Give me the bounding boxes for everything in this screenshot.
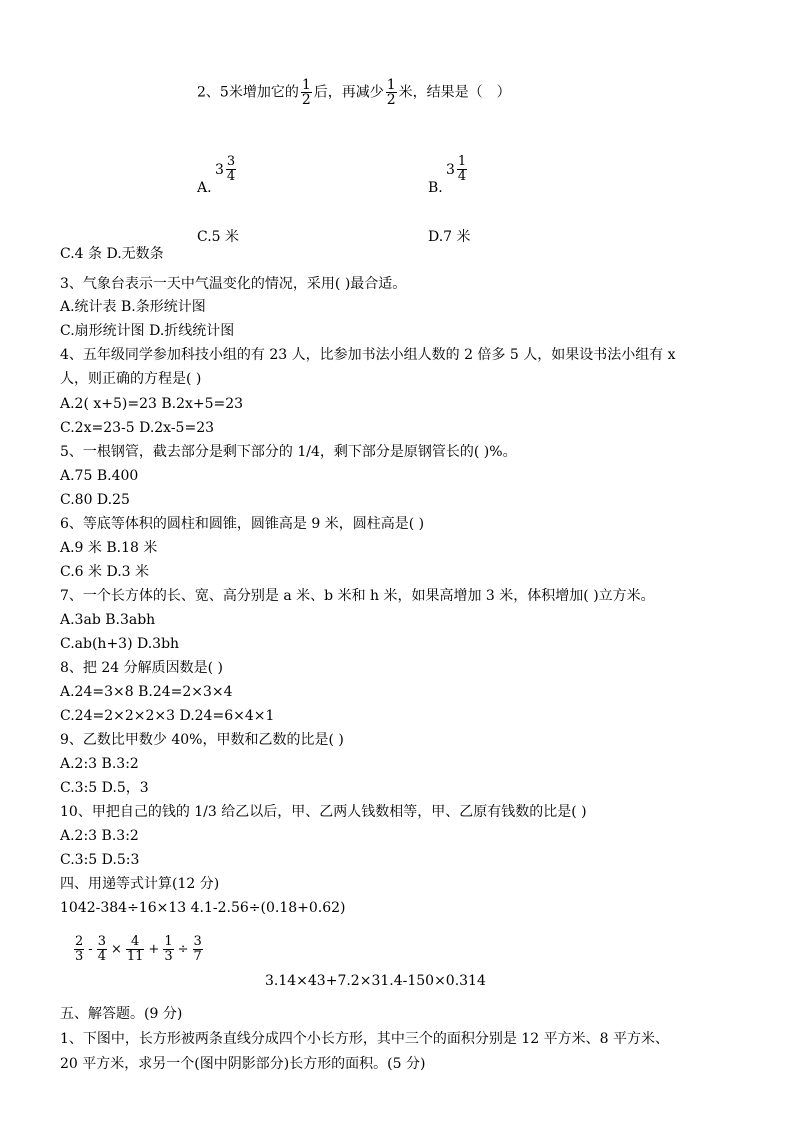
q5-question: 5、一根钢管，截去部分是剩下部分的 1/4，剩下部分是原钢管长的( )%。 xyxy=(60,444,517,460)
operator-divide: ÷ xyxy=(177,941,189,957)
fraction-numerator: 3 xyxy=(226,154,236,169)
q3-options-cd: C.扇形统计图 D.折线统计图 xyxy=(60,323,235,339)
expr-fraction-2 xyxy=(97,935,107,964)
option-a-mixed-number xyxy=(215,155,238,184)
fraction-denominator: 7 xyxy=(193,949,202,964)
operator-minus: - xyxy=(88,941,93,957)
q2-option-c: C.5 米 xyxy=(197,229,240,245)
operator-times: × xyxy=(110,941,122,957)
section5-title: 五、解答题。(9 分) xyxy=(60,1006,183,1022)
fraction-denominator: 4 xyxy=(457,169,467,184)
section4-title: 四、用递等式计算(12 分) xyxy=(60,876,220,892)
q6-question: 6、等底等体积的圆柱和圆锥，圆锥高是 9 米，圆柱高是( ) xyxy=(60,516,425,532)
expr-fraction-1 xyxy=(74,935,84,964)
q9-options-ab: A.2:3 B.3:2 xyxy=(60,756,139,772)
option-b-label: B. xyxy=(428,180,443,196)
fraction-numerator: 1 xyxy=(301,77,311,93)
q5-options-cd: C.80 D.25 xyxy=(60,492,130,508)
q6-options-cd: C.6 米 D.3 米 xyxy=(60,564,150,580)
mixed-whole: 3 xyxy=(446,161,455,178)
fraction-denominator: 2 xyxy=(386,92,396,108)
section5-problem1-line2: 20 平方米，求另一个(图中阴影部分)长方形的面积。(5 分) xyxy=(60,1056,426,1072)
option-b-mixed-number xyxy=(446,155,469,184)
q10-question: 10、甲把自己的钱的 1/3 给乙以后，甲、乙两人钱数相等，甲、乙原有钱数的比是( ) xyxy=(60,804,587,820)
options-line-extra: C.4 条 D.无数条 xyxy=(60,246,164,262)
q2-fraction-1 xyxy=(301,78,312,107)
section5-problem1-line1: 1、下图中，长方形被两条直线分成四个小长方形，其中三个的面积分别是 12 平方米、8 平方米、 xyxy=(60,1031,669,1047)
q8-options-ab: A.24=3×8 B.24=2×3×4 xyxy=(60,684,233,700)
fraction-denominator: 3 xyxy=(75,949,84,964)
section4-fraction-expression xyxy=(72,935,205,964)
fraction-denominator: 3 xyxy=(164,949,173,964)
q2-suffix: 米，结果是（ ） xyxy=(398,84,511,101)
section4-line1: 1042-384÷16×13 4.1-2.56÷(0.18+0.62) xyxy=(60,900,346,916)
q5-options-ab: A.75 B.400 xyxy=(60,468,139,484)
operator-plus: + xyxy=(148,941,160,957)
fraction-numerator: 1 xyxy=(457,154,467,169)
q7-options-cd: C.ab(h+3) D.3bh xyxy=(60,636,180,652)
mixed-fraction xyxy=(457,155,467,184)
fraction-denominator: 11 xyxy=(126,949,144,964)
q2-prefix: 2、5米增加它的 xyxy=(197,84,299,101)
fraction-numerator: 3 xyxy=(97,934,106,949)
q2-middle: 后，再减少 xyxy=(313,84,384,101)
q2-fraction-2 xyxy=(386,78,397,107)
mixed-whole: 3 xyxy=(215,161,224,178)
q2-option-d: D.7 米 xyxy=(428,229,471,245)
expr-fraction-3 xyxy=(126,935,145,964)
fraction-numerator: 1 xyxy=(164,934,173,949)
mixed-fraction xyxy=(226,155,236,184)
q8-question: 8、把 24 分解质因数是( ) xyxy=(60,660,223,676)
expr-fraction-4 xyxy=(163,935,173,964)
q10-options-ab: A.2:3 B.3:2 xyxy=(60,828,139,844)
q4-options-cd: C.2x=23-5 D.2x-5=23 xyxy=(60,420,215,436)
expr-fraction-5 xyxy=(193,935,203,964)
q9-options-cd: C.3:5 D.5，3 xyxy=(60,780,149,796)
q4-question-line2: 人，则正确的方程是( ) xyxy=(60,371,202,387)
q7-options-ab: A.3ab B.3abh xyxy=(60,612,156,628)
q3-options-ab: A.统计表 B.条形统计图 xyxy=(60,299,206,315)
q4-question-line1: 4、五年级同学参加科技小组的有 23 人，比参加书法小组人数的 2 倍多 5 人，如果设书法小组有 x xyxy=(60,347,676,363)
q4-options-ab: A.2( x+5)=23 B.2x+5=23 xyxy=(60,396,244,412)
q10-options-cd: C.3:5 D.5:3 xyxy=(60,852,140,868)
fraction-denominator: 2 xyxy=(301,92,311,108)
fraction-numerator: 1 xyxy=(386,77,396,93)
fraction-numerator: 2 xyxy=(75,934,84,949)
q9-question: 9、乙数比甲数少 40%，甲数和乙数的比是( ) xyxy=(60,732,344,748)
fraction-numerator: 3 xyxy=(193,934,202,949)
fraction-numerator: 4 xyxy=(131,934,140,949)
option-a-label: A. xyxy=(197,180,212,196)
q6-options-ab: A.9 米 B.18 米 xyxy=(60,540,158,556)
q7-question: 7、一个长方体的长、宽、高分别是 a 米、b 米和 h 米，如果高增加 3 米，体积增加( )立方米。 xyxy=(60,588,655,604)
fraction-denominator: 4 xyxy=(226,169,236,184)
fraction-denominator: 4 xyxy=(97,949,106,964)
q3-question: 3、气象台表示一天中气温变化的情况，采用( )最合适。 xyxy=(60,276,407,292)
q2-question xyxy=(197,78,511,107)
section4-line3: 3.14×43+7.2×31.4-150×0.314 xyxy=(265,973,486,989)
q8-options-cd: C.24=2×2×2×3 D.24=6×4×1 xyxy=(60,708,275,724)
